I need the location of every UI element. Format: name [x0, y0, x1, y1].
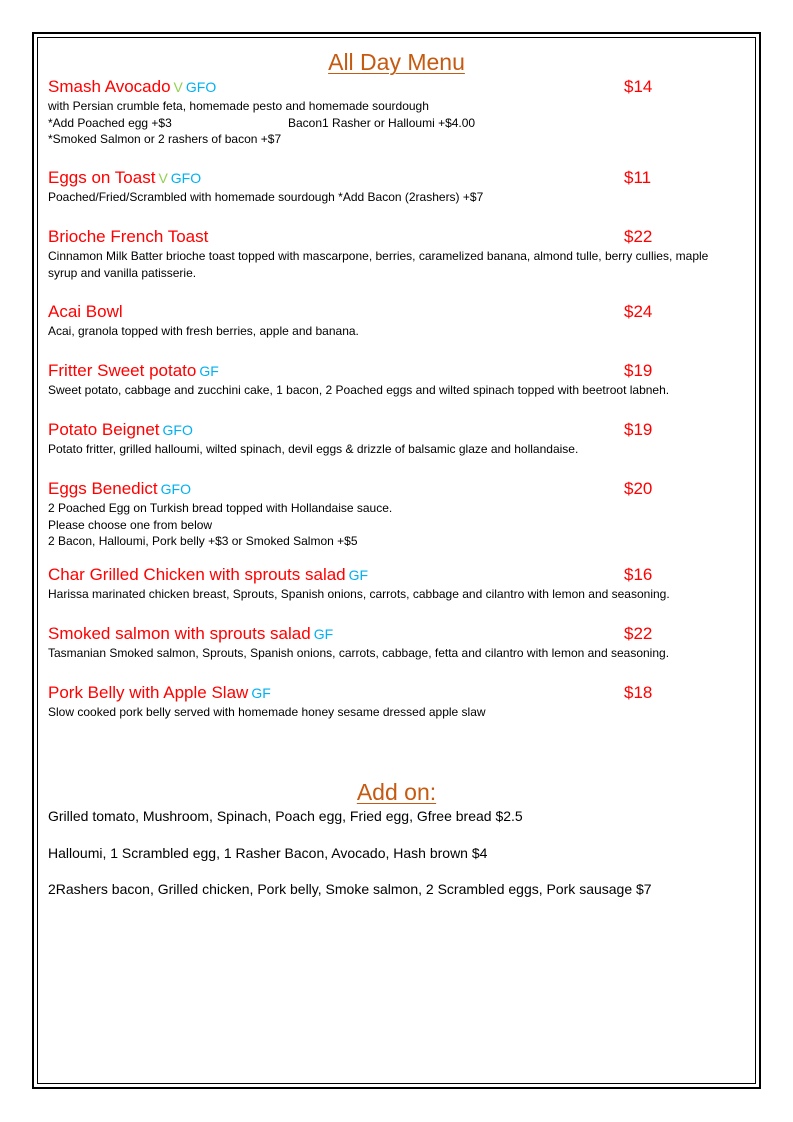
menu-item-potato-beignet: [48, 419, 718, 458]
addon-line: 2Rashers bacon, Grilled chicken, Pork belly, Smoke salmon, 2 Scrambled eggs, Pork sausage $7: [48, 881, 652, 897]
item-price: $14: [624, 77, 653, 96]
item-price: $18: [624, 683, 653, 702]
dietary-tag: GF: [348, 567, 369, 583]
item-price: $16: [624, 565, 653, 584]
item-name: Eggs on Toast: [48, 168, 156, 187]
item-addon-option: Bacon1 Rasher or Halloumi +$4.00: [288, 115, 476, 130]
menu-item-fritter-sweet-potato: [48, 360, 718, 399]
item-name: Fritter Sweet potato: [48, 361, 197, 380]
menu-item-eggs-on-toast: [48, 167, 718, 206]
item-name: Brioche French Toast: [48, 227, 209, 246]
item-description: Slow cooked pork belly served with homemade honey sesame dressed apple slaw: [48, 705, 486, 719]
dietary-tag: GF: [313, 626, 334, 642]
item-addon-options: [48, 115, 718, 132]
item-name: Eggs Benedict: [48, 479, 158, 498]
dietary-tag: GFO: [160, 481, 191, 497]
menu-item-smash-avocado: [48, 76, 718, 148]
item-price: $22: [624, 227, 653, 246]
item-addon-option: 2 Bacon, Halloumi, Pork belly +$3 or Smoked Salmon +$5: [48, 534, 358, 548]
dietary-tag: GFO: [162, 422, 193, 438]
dietary-tag: GF: [199, 363, 219, 379]
item-price: $11: [624, 168, 652, 187]
item-price: $22: [624, 624, 653, 643]
item-description: Harissa marinated chicken breast, Sprouts, Spanish onions, carrots, cabbage and cilantro with lemon and seasoning.: [48, 587, 670, 601]
item-description: Poached/Fried/Scrambled with homemade sourdough *Add Bacon (2rashers) +$7: [48, 190, 484, 204]
item-description: with Persian crumble feta, homemade pesto and homemade sourdough: [48, 99, 429, 113]
vegetarian-tag: V: [158, 170, 168, 186]
item-name: Potato Beignet: [48, 420, 160, 439]
vegetarian-tag: V: [173, 79, 183, 95]
menu-item-smoked-salmon-salad: [48, 623, 718, 662]
item-name: Char Grilled Chicken with sprouts salad: [48, 565, 346, 584]
item-description: Tasmanian Smoked salmon, Sprouts, Spanish onions, carrots, cabbage, fetta and cilantro with lemon and seasoning.: [48, 646, 670, 660]
item-price: $19: [624, 420, 653, 439]
item-description: Cinnamon Milk Batter brioche toast topped with mascarpone, berries, caramelized banana, almond tulle, berry cullies, maple syrup and vanilla patisserie.: [48, 249, 709, 280]
item-price: $19: [624, 361, 653, 380]
item-description: Please choose one from below: [48, 517, 213, 532]
menu-item-pork-belly: [48, 682, 718, 721]
item-name: Smoked salmon with sprouts salad: [48, 624, 311, 643]
dietary-tag: GFO: [170, 170, 202, 186]
menu-item-acai-bowl: [48, 301, 718, 340]
item-name: Smash Avocado: [48, 77, 171, 96]
menu-title: All Day Menu: [328, 49, 465, 75]
addon-line: Halloumi, 1 Scrambled egg, 1 Rasher Bacon, Avocado, Hash brown $4: [48, 845, 488, 861]
item-description: 2 Poached Egg on Turkish bread topped with Hollandaise sauce.: [48, 501, 393, 515]
dietary-tag: GF: [251, 685, 271, 701]
item-description: Potato fritter, grilled halloumi, wilted spinach, devil eggs & drizzle of balsamic glaze and hollandaise.: [48, 442, 579, 456]
addons-title: Add on:: [356, 779, 437, 805]
menu-item-char-grilled-chicken: [48, 564, 718, 603]
item-description: Sweet potato, cabbage and zucchini cake, 1 bacon, 2 Poached eggs and wilted spinach topped with beetroot labneh.: [48, 383, 670, 397]
dietary-tag: GFO: [185, 79, 217, 95]
item-name: Acai Bowl: [48, 302, 123, 321]
item-addon-option: *Smoked Salmon or 2 rashers of bacon +$7: [48, 132, 282, 146]
item-description: Acai, granola topped with fresh berries, apple and banana.: [48, 324, 359, 338]
menu-item-brioche-french-toast: [48, 226, 718, 281]
item-addon-option: *Add Poached egg +$3: [48, 115, 172, 130]
menu-item-eggs-benedict: [48, 478, 718, 550]
item-price: $24: [624, 302, 653, 321]
item-name: Pork Belly with Apple Slaw: [48, 683, 249, 702]
item-price: $20: [624, 479, 653, 498]
addon-line: Grilled tomato, Mushroom, Spinach, Poach egg, Fried egg, Gfree bread $2.5: [48, 808, 523, 824]
